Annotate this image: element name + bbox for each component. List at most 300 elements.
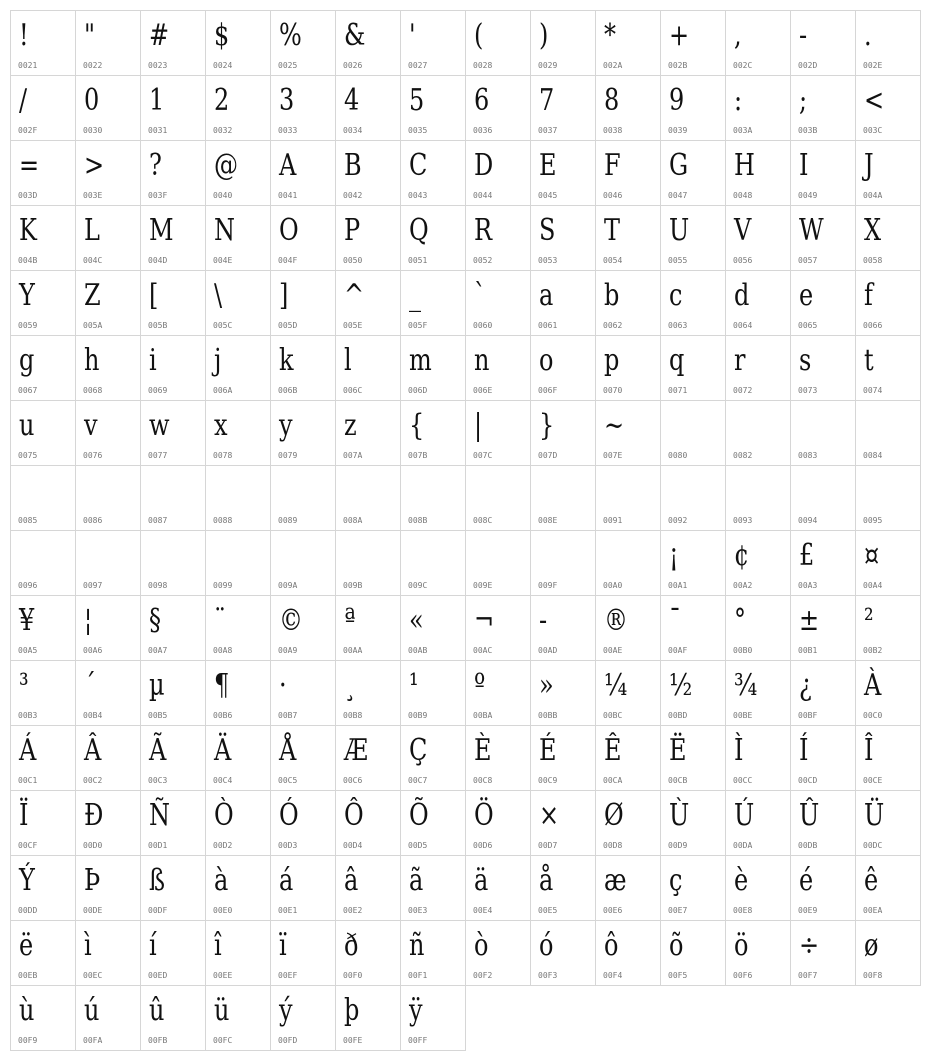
glyph-cell[interactable] [791,661,856,726]
glyph-cell[interactable] [726,336,791,401]
glyph-cell[interactable] [141,466,206,531]
glyph-cell[interactable] [206,726,271,791]
glyph-cell[interactable] [856,596,921,661]
glyph-cell[interactable] [856,141,921,206]
glyph-char: ¹ [409,668,419,703]
glyph-codepoint: 00DD [18,906,38,915]
glyph-cell[interactable] [11,466,76,531]
glyph-char: % [279,18,302,53]
glyph-cell[interactable] [206,401,271,466]
glyph-cell[interactable] [401,141,466,206]
glyph-char: ' [409,18,416,53]
glyph-cell[interactable] [271,791,336,856]
glyph-cell[interactable] [141,141,206,206]
glyph-cell[interactable] [856,76,921,141]
glyph-char: Æ [344,733,369,768]
glyph-cell[interactable] [206,141,271,206]
glyph-cell[interactable] [336,11,401,76]
glyph-cell[interactable] [596,791,661,856]
glyph-cell[interactable] [401,856,466,921]
glyph-codepoint: 0073 [798,386,818,395]
glyph-cell[interactable] [206,921,271,986]
glyph-codepoint: 0055 [668,256,688,265]
glyph-codepoint: 006F [538,386,558,395]
glyph-cell[interactable] [206,336,271,401]
glyph-cell[interactable] [466,401,531,466]
glyph-cell[interactable] [141,661,206,726]
glyph-cell[interactable] [11,661,76,726]
glyph-cell[interactable] [206,271,271,336]
glyph-cell[interactable] [271,206,336,271]
glyph-char: W [799,213,824,248]
glyph-cell[interactable] [401,336,466,401]
glyph-cell[interactable] [661,141,726,206]
glyph-char: Ý [19,863,35,898]
glyph-cell[interactable] [336,206,401,271]
glyph-cell[interactable] [726,856,791,921]
glyph-codepoint: 0083 [798,451,818,460]
glyph-cell[interactable] [141,856,206,921]
glyph-cell[interactable] [531,336,596,401]
glyph-cell[interactable] [791,206,856,271]
glyph-cell[interactable] [76,76,141,141]
glyph-cell[interactable] [336,661,401,726]
glyph-cell[interactable] [11,336,76,401]
glyph-cell[interactable] [791,271,856,336]
glyph-cell[interactable] [791,596,856,661]
glyph-cell[interactable] [726,531,791,596]
glyph-cell[interactable] [791,336,856,401]
glyph-codepoint: 00B8 [343,711,363,720]
glyph-codepoint: 00A1 [668,581,688,590]
glyph-cell[interactable] [466,206,531,271]
glyph-codepoint: 00B3 [18,711,38,720]
glyph-cell[interactable] [401,271,466,336]
glyph-cell[interactable] [726,921,791,986]
glyph-cell[interactable] [141,336,206,401]
glyph-char: × [539,798,560,833]
glyph-cell[interactable] [336,856,401,921]
glyph-cell[interactable] [336,76,401,141]
glyph-char: ~ [604,408,625,443]
glyph-cell[interactable] [76,921,141,986]
glyph-cell[interactable] [791,141,856,206]
glyph-cell[interactable] [856,531,921,596]
glyph-cell[interactable] [466,336,531,401]
glyph-cell[interactable] [401,596,466,661]
glyph-cell[interactable] [206,11,271,76]
glyph-char: d [734,278,750,313]
glyph-cell[interactable] [531,141,596,206]
glyph-cell[interactable] [466,466,531,531]
glyph-codepoint: 004E [213,256,233,265]
glyph-cell[interactable] [76,726,141,791]
glyph-cell[interactable] [11,531,76,596]
glyph-cell[interactable] [726,726,791,791]
glyph-codepoint: 00BA [473,711,493,720]
glyph-cell[interactable] [856,271,921,336]
glyph-codepoint: 00D4 [343,841,363,850]
glyph-cell[interactable] [791,921,856,986]
glyph-char: + [669,18,690,53]
glyph-cell[interactable] [726,206,791,271]
glyph-codepoint: 0072 [733,386,753,395]
glyph-codepoint: 004C [83,256,103,265]
glyph-cell[interactable] [271,726,336,791]
glyph-char: . [864,18,872,53]
glyph-cell[interactable] [141,791,206,856]
glyph-cell[interactable] [336,986,401,1051]
glyph-codepoint: 0074 [863,386,883,395]
glyph-cell[interactable] [76,986,141,1051]
glyph-cell[interactable] [271,661,336,726]
glyph-cell[interactable] [661,531,726,596]
glyph-cell[interactable] [531,11,596,76]
glyph-cell[interactable] [271,141,336,206]
glyph-cell[interactable] [141,271,206,336]
glyph-cell[interactable] [856,791,921,856]
glyph-char: i [149,343,157,378]
glyph-cell[interactable] [791,76,856,141]
glyph-cell[interactable] [271,921,336,986]
glyph-cell[interactable] [11,206,76,271]
glyph-cell[interactable] [596,401,661,466]
glyph-cell[interactable] [596,11,661,76]
glyph-cell[interactable] [531,531,596,596]
glyph-codepoint: 0041 [278,191,298,200]
glyph-cell[interactable] [336,921,401,986]
glyph-char: Û [799,798,820,833]
glyph-cell[interactable] [401,726,466,791]
glyph-char: ù [19,993,35,1028]
glyph-cell[interactable] [791,726,856,791]
glyph-char: Ò [214,798,234,833]
glyph-cell[interactable] [726,401,791,466]
glyph-cell[interactable] [726,11,791,76]
glyph-char: 6 [474,83,490,118]
glyph-cell[interactable] [856,11,921,76]
glyph-cell[interactable] [11,921,76,986]
glyph-cell[interactable] [531,466,596,531]
glyph-cell[interactable] [271,76,336,141]
glyph-codepoint: 0094 [798,516,818,525]
glyph-cell[interactable] [401,11,466,76]
glyph-char: E [539,148,557,183]
glyph-cell[interactable] [141,726,206,791]
glyph-cell[interactable] [531,596,596,661]
glyph-cell[interactable] [206,986,271,1051]
glyph-cell[interactable] [271,856,336,921]
glyph-cell[interactable] [11,271,76,336]
glyph-cell[interactable] [791,401,856,466]
glyph-cell[interactable] [76,141,141,206]
glyph-cell[interactable] [856,466,921,531]
glyph-cell[interactable] [401,76,466,141]
glyph-cell[interactable] [596,141,661,206]
glyph-cell[interactable] [401,921,466,986]
glyph-char: " [84,18,96,53]
glyph-char: ` [474,278,486,313]
glyph-cell[interactable] [466,596,531,661]
glyph-cell[interactable] [466,141,531,206]
glyph-cell[interactable] [76,856,141,921]
glyph-cell[interactable] [271,531,336,596]
glyph-codepoint: 0024 [213,61,233,70]
glyph-cell[interactable] [661,791,726,856]
glyph-cell[interactable] [531,791,596,856]
glyph-cell[interactable] [336,596,401,661]
glyph-char: ; [799,83,808,118]
glyph-codepoint: 0088 [213,516,233,525]
glyph-cell[interactable] [726,661,791,726]
glyph-cell[interactable] [466,11,531,76]
glyph-codepoint: 0056 [733,256,753,265]
glyph-cell[interactable] [726,271,791,336]
glyph-char: - [799,18,808,53]
glyph-cell[interactable] [661,271,726,336]
glyph-cell[interactable] [531,726,596,791]
glyph-cell[interactable] [401,791,466,856]
glyph-char: ü [214,993,230,1028]
glyph-cell[interactable] [726,791,791,856]
glyph-char: Í [799,733,809,768]
glyph-codepoint: 0078 [213,451,233,460]
glyph-cell[interactable] [336,531,401,596]
glyph-codepoint: 006B [278,386,298,395]
glyph-cell[interactable] [336,726,401,791]
glyph-cell[interactable] [466,271,531,336]
glyph-cell[interactable] [141,11,206,76]
glyph-char: - [539,603,548,638]
glyph-cell[interactable] [531,206,596,271]
glyph-cell[interactable] [661,596,726,661]
glyph-codepoint: 0038 [603,126,623,135]
glyph-cell[interactable] [466,531,531,596]
glyph-cell[interactable] [11,401,76,466]
glyph-cell[interactable] [791,856,856,921]
glyph-cell[interactable] [271,401,336,466]
glyph-char: Ê [604,733,622,768]
glyph-cell[interactable] [11,141,76,206]
glyph-cell[interactable] [206,856,271,921]
glyph-cell[interactable] [596,856,661,921]
glyph-cell[interactable] [76,596,141,661]
glyph-char: Ì [734,733,744,768]
glyph-codepoint: 00A8 [213,646,233,655]
glyph-cell[interactable] [76,336,141,401]
glyph-cell[interactable] [531,921,596,986]
glyph-cell[interactable] [76,401,141,466]
glyph-codepoint: 0097 [83,581,103,590]
glyph-cell[interactable] [466,726,531,791]
glyph-char: ú [84,993,100,1028]
glyph-cell[interactable] [206,206,271,271]
glyph-cell[interactable] [531,76,596,141]
glyph-codepoint: 0037 [538,126,558,135]
glyph-cell[interactable] [401,401,466,466]
glyph-cell[interactable] [336,336,401,401]
glyph-cell[interactable] [11,11,76,76]
glyph-cell[interactable] [726,141,791,206]
glyph-cell[interactable] [401,986,466,1051]
glyph-char: ë [19,928,34,963]
glyph-cell[interactable] [856,661,921,726]
glyph-codepoint: 0045 [538,191,558,200]
glyph-char: > [84,148,105,183]
glyph-cell[interactable] [531,661,596,726]
glyph-cell[interactable] [336,141,401,206]
glyph-cell[interactable] [141,531,206,596]
glyph-char: 2 [214,83,230,118]
glyph-cell[interactable] [661,401,726,466]
glyph-cell[interactable] [76,271,141,336]
glyph-cell[interactable] [661,726,726,791]
glyph-cell[interactable] [726,596,791,661]
glyph-cell[interactable] [206,76,271,141]
glyph-char: ¾ [734,668,758,703]
glyph-cell[interactable] [141,401,206,466]
glyph-codepoint: 007C [473,451,493,460]
glyph-cell[interactable] [661,336,726,401]
glyph-cell[interactable] [401,531,466,596]
glyph-cell[interactable] [856,921,921,986]
glyph-cell[interactable] [466,76,531,141]
glyph-cell[interactable] [466,856,531,921]
glyph-codepoint: 00B7 [278,711,298,720]
glyph-cell[interactable] [596,76,661,141]
glyph-char: z [344,408,357,443]
glyph-cell[interactable] [661,466,726,531]
glyph-cell[interactable] [271,336,336,401]
glyph-char: « [409,603,424,638]
glyph-cell[interactable] [791,791,856,856]
glyph-char: $ [214,18,230,53]
glyph-cell[interactable] [271,596,336,661]
glyph-cell[interactable] [11,76,76,141]
glyph-cell[interactable] [466,921,531,986]
glyph-cell[interactable] [271,466,336,531]
glyph-cell[interactable] [596,531,661,596]
glyph-codepoint: 00A9 [278,646,298,655]
glyph-cell[interactable] [141,921,206,986]
glyph-cell[interactable] [271,986,336,1051]
glyph-cell[interactable] [141,76,206,141]
glyph-codepoint: 003C [863,126,883,135]
glyph-cell[interactable] [11,596,76,661]
glyph-cell[interactable] [336,791,401,856]
glyph-cell[interactable] [76,11,141,76]
glyph-cell[interactable] [596,336,661,401]
glyph-cell[interactable] [531,271,596,336]
glyph-cell[interactable] [206,791,271,856]
glyph-cell[interactable] [856,336,921,401]
glyph-cell[interactable] [596,596,661,661]
glyph-cell[interactable] [76,661,141,726]
glyph-char: < [864,83,885,118]
glyph-cell[interactable] [596,661,661,726]
glyph-cell[interactable] [596,466,661,531]
glyph-cell[interactable] [791,466,856,531]
glyph-cell[interactable] [206,531,271,596]
glyph-cell[interactable] [791,531,856,596]
glyph-cell[interactable] [401,466,466,531]
glyph-cell[interactable] [726,76,791,141]
glyph-cell[interactable] [141,206,206,271]
glyph-cell[interactable] [336,401,401,466]
glyph-cell[interactable] [76,791,141,856]
glyph-cell[interactable] [531,856,596,921]
glyph-char: * [604,18,616,53]
glyph-codepoint: 00E4 [473,906,493,915]
glyph-cell[interactable] [466,661,531,726]
glyph-cell[interactable] [596,271,661,336]
glyph-char: F [604,148,621,183]
glyph-char: Å [279,733,297,768]
glyph-cell[interactable] [661,661,726,726]
glyph-cell[interactable] [661,856,726,921]
glyph-cell[interactable] [791,11,856,76]
glyph-char: ³ [19,668,29,703]
glyph-codepoint: 00BC [603,711,623,720]
glyph-codepoint: 00C8 [473,776,493,785]
glyph-codepoint: 0068 [83,386,103,395]
glyph-cell[interactable] [661,11,726,76]
glyph-cell[interactable] [271,11,336,76]
glyph-cell[interactable] [11,856,76,921]
glyph-cell[interactable] [141,986,206,1051]
glyph-cell[interactable] [596,726,661,791]
glyph-cell[interactable] [11,726,76,791]
glyph-cell[interactable] [401,206,466,271]
glyph-cell[interactable] [76,466,141,531]
glyph-cell[interactable] [856,856,921,921]
glyph-codepoint: 00AB [408,646,428,655]
glyph-cell[interactable] [531,401,596,466]
glyph-codepoint: 0048 [733,191,753,200]
glyph-cell[interactable] [271,271,336,336]
glyph-cell[interactable] [856,726,921,791]
glyph-codepoint: 00B2 [863,646,883,655]
glyph-cell[interactable] [856,401,921,466]
glyph-cell[interactable] [11,791,76,856]
glyph-codepoint: 00FB [148,1036,168,1045]
glyph-codepoint: 004D [148,256,168,265]
glyph-codepoint: 006C [343,386,363,395]
glyph-cell[interactable] [661,76,726,141]
glyph-cell[interactable] [206,596,271,661]
glyph-cell[interactable] [726,466,791,531]
glyph-char: 5 [409,83,425,118]
glyph-cell[interactable] [76,206,141,271]
glyph-cell[interactable] [206,466,271,531]
glyph-codepoint: 00EA [863,906,883,915]
glyph-cell[interactable] [141,596,206,661]
glyph-cell[interactable] [336,466,401,531]
glyph-cell[interactable] [661,206,726,271]
glyph-cell[interactable] [466,791,531,856]
glyph-cell[interactable] [596,921,661,986]
glyph-cell[interactable] [76,531,141,596]
glyph-cell[interactable] [206,661,271,726]
glyph-cell[interactable] [401,661,466,726]
glyph-cell[interactable] [596,206,661,271]
glyph-cell[interactable] [11,986,76,1051]
glyph-cell[interactable] [661,921,726,986]
glyph-char: ß [149,863,166,898]
glyph-cell[interactable] [336,271,401,336]
character-map-grid [10,10,921,1051]
glyph-cell[interactable] [856,206,921,271]
